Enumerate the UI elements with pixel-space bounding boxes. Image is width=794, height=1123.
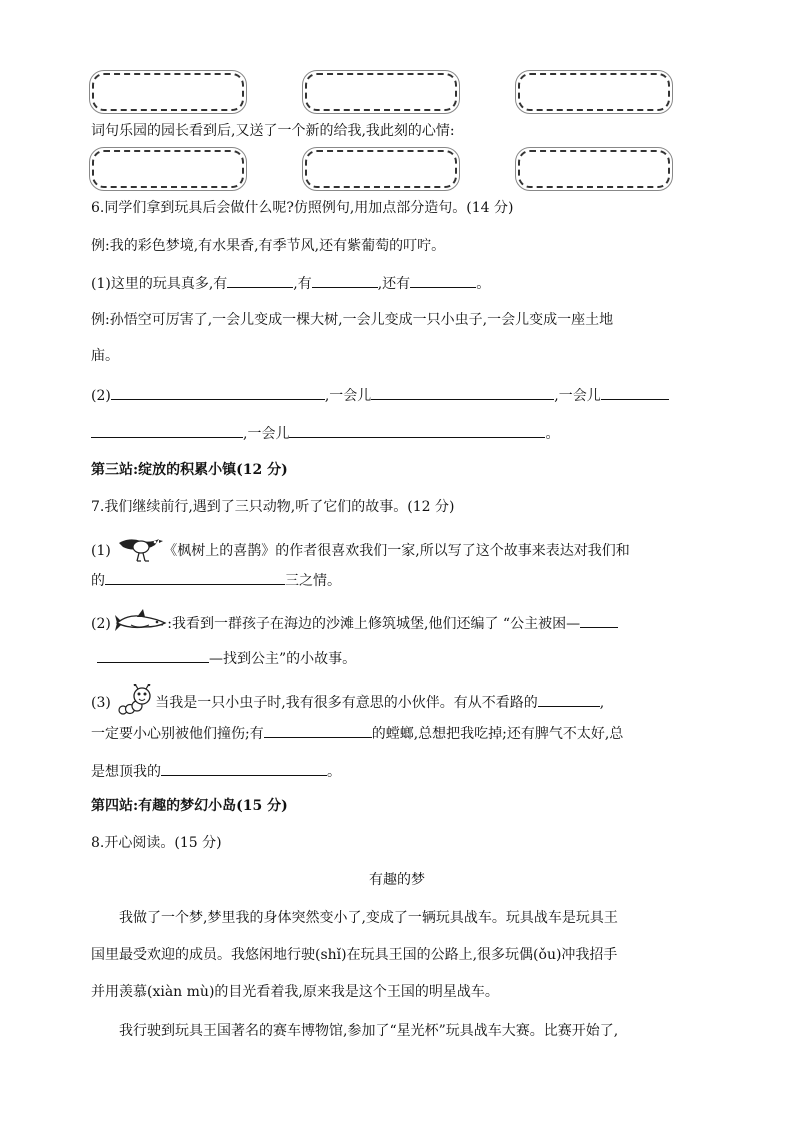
q7-a1-l2-prefix: 的 bbox=[91, 573, 105, 589]
station-3-heading: 第三站:绽放的积累小镇(12 分) bbox=[91, 462, 288, 478]
q7-answer-3-line-1 bbox=[91, 684, 604, 722]
q7-a1-prefix: (1) bbox=[91, 543, 111, 559]
q6-s2-end: 。 bbox=[545, 426, 560, 442]
q6-s2-mid-2: ,一会儿 bbox=[554, 388, 601, 404]
q6-s1-blank-2[interactable] bbox=[312, 272, 378, 288]
q7-a3-end: , bbox=[599, 695, 605, 711]
q7-a3-l2-prefix: 一定要小心别被他们撞伤;有 bbox=[91, 726, 264, 742]
q7-title: 7.我们继续前行,遇到了三只动物,听了它们的故事。(12 分) bbox=[91, 499, 455, 515]
story-p1-line-3: 并用羡慕(xiàn mù)的目光看着我,原来我是这个王国的明星战车。 bbox=[91, 984, 499, 1000]
story-p1-line-2: 国里最受欢迎的成员。我悠闲地行驶(shǐ)在玩具王国的公路上,很多玩偶(ǒu)冲我招手 bbox=[91, 947, 618, 963]
q7-a3-blank-1[interactable] bbox=[538, 691, 600, 707]
q7-a3-l3-end: 。 bbox=[327, 764, 341, 780]
answer-box-4[interactable] bbox=[92, 150, 244, 188]
q7-answer-1-line-2 bbox=[91, 569, 341, 591]
q7-a3-text: 当我是一只小虫子时,我有很多有意思的小伙伴。有从不看路的 bbox=[155, 695, 538, 711]
q6-s1-mid-2: ,还有 bbox=[377, 276, 411, 292]
q6-title: 6.同学们拿到玩具后会做什么呢?仿照例句,用加点部分造句。(14 分) bbox=[91, 200, 514, 216]
caterpillar-icon bbox=[115, 684, 155, 722]
q7-answer-3-line-2 bbox=[91, 722, 623, 744]
q7-a3-blank-2[interactable] bbox=[264, 722, 372, 738]
q6-s1-blank-1[interactable] bbox=[227, 272, 293, 288]
story-p1-line-1: 我做了一个梦,梦里我的身体突然变小了,变成了一辆玩具战车。玩具战车是玩具王 bbox=[119, 910, 618, 926]
shark-icon bbox=[115, 607, 167, 641]
q7-a2-blank-1[interactable] bbox=[580, 612, 618, 628]
q8-title: 8.开心阅读。(15 分) bbox=[91, 835, 222, 851]
answer-box-2[interactable] bbox=[305, 73, 457, 111]
station-4-heading: 第四站:有趣的梦幻小岛(15 分) bbox=[91, 798, 288, 814]
q6-s2-blank-2[interactable] bbox=[371, 384, 554, 400]
q7-a3-l2-mid: 的螳螂,总想把我吃掉;还有脾气不太好,总 bbox=[371, 726, 624, 742]
answer-box-1[interactable] bbox=[92, 73, 244, 111]
q6-s1-blank-3[interactable] bbox=[410, 272, 476, 288]
q7-answer-2-line-2 bbox=[91, 647, 356, 669]
q7-a3-prefix: (3) bbox=[91, 695, 111, 711]
q7-a1-blank[interactable] bbox=[105, 569, 285, 585]
q6-s2-prefix: (2) bbox=[91, 388, 111, 404]
q6-s1-mid-1: ,有 bbox=[293, 276, 312, 292]
q6-example-1: 例:我的彩色梦境,有水果香,有季节风,还有紫葡萄的叮咛。 bbox=[91, 238, 446, 254]
q6-s1-end: 。 bbox=[476, 276, 491, 292]
q6-sentence-1 bbox=[91, 272, 490, 294]
q6-s1-prefix: (1)这里的玩具真多,有 bbox=[91, 276, 228, 292]
q6-s2-blank-3[interactable] bbox=[601, 384, 669, 400]
q6-s2-blank-5[interactable] bbox=[289, 422, 545, 438]
answer-box-6[interactable] bbox=[518, 150, 670, 188]
answer-box-5[interactable] bbox=[305, 150, 457, 188]
q7-answer-3-line-3 bbox=[91, 760, 341, 782]
q6-example-2-line-1: 例:孙悟空可厉害了,一会儿变成一棵大树,一会儿变成一只小虫子,一会儿变成一座土地 bbox=[91, 312, 614, 328]
q6-example-2-line-2: 庙。 bbox=[91, 348, 119, 364]
story-paragraph-2 bbox=[91, 1021, 706, 1041]
q7-a2-blank-2[interactable] bbox=[97, 647, 209, 663]
q7-a2-l2-end: —找到公主”的小故事。 bbox=[209, 651, 357, 667]
q6-sentence-2-line-2 bbox=[91, 422, 559, 444]
q7-a3-l3-prefix: 是想顶我的 bbox=[91, 764, 161, 780]
story-p2-line-1: 我行驶到玩具王国著名的赛车博物馆,参加了“星光杯”玩具战车大赛。比赛开始了, bbox=[119, 1023, 619, 1039]
magpie-icon bbox=[115, 533, 163, 569]
q6-s2-mid-1: ,一会儿 bbox=[324, 388, 372, 404]
answer-box-3[interactable] bbox=[518, 73, 670, 111]
q7-a3-blank-3[interactable] bbox=[161, 760, 327, 776]
q7-a1-l2-end: 三之情。 bbox=[285, 573, 341, 589]
q7-a2-text: :我看到一群孩子在海边的沙滩上修筑城堡,他们还编了 “公主被困— bbox=[167, 616, 581, 632]
q7-answer-1-line-1 bbox=[91, 533, 630, 569]
q6-s2-blank-4[interactable] bbox=[91, 422, 243, 438]
q7-answer-2-line-1 bbox=[91, 607, 618, 641]
q6-sentence-2-line-1 bbox=[91, 384, 669, 406]
story-paragraph-1 bbox=[91, 908, 706, 1019]
q7-a1-text: 《枫树上的喜鹊》的作者很喜欢我们一家,所以写了这个故事来表达对我们和 bbox=[163, 543, 630, 559]
q6-s2-blank-1[interactable] bbox=[111, 384, 325, 400]
q6-s2-mid-3: ,一会儿 bbox=[243, 426, 290, 442]
row1-label: 词句乐园的园长看到后,又送了一个新的给我,我此刻的心情: bbox=[91, 123, 455, 139]
q7-a2-prefix: (2) bbox=[91, 616, 111, 632]
story-title: 有趣的梦 bbox=[369, 872, 425, 888]
